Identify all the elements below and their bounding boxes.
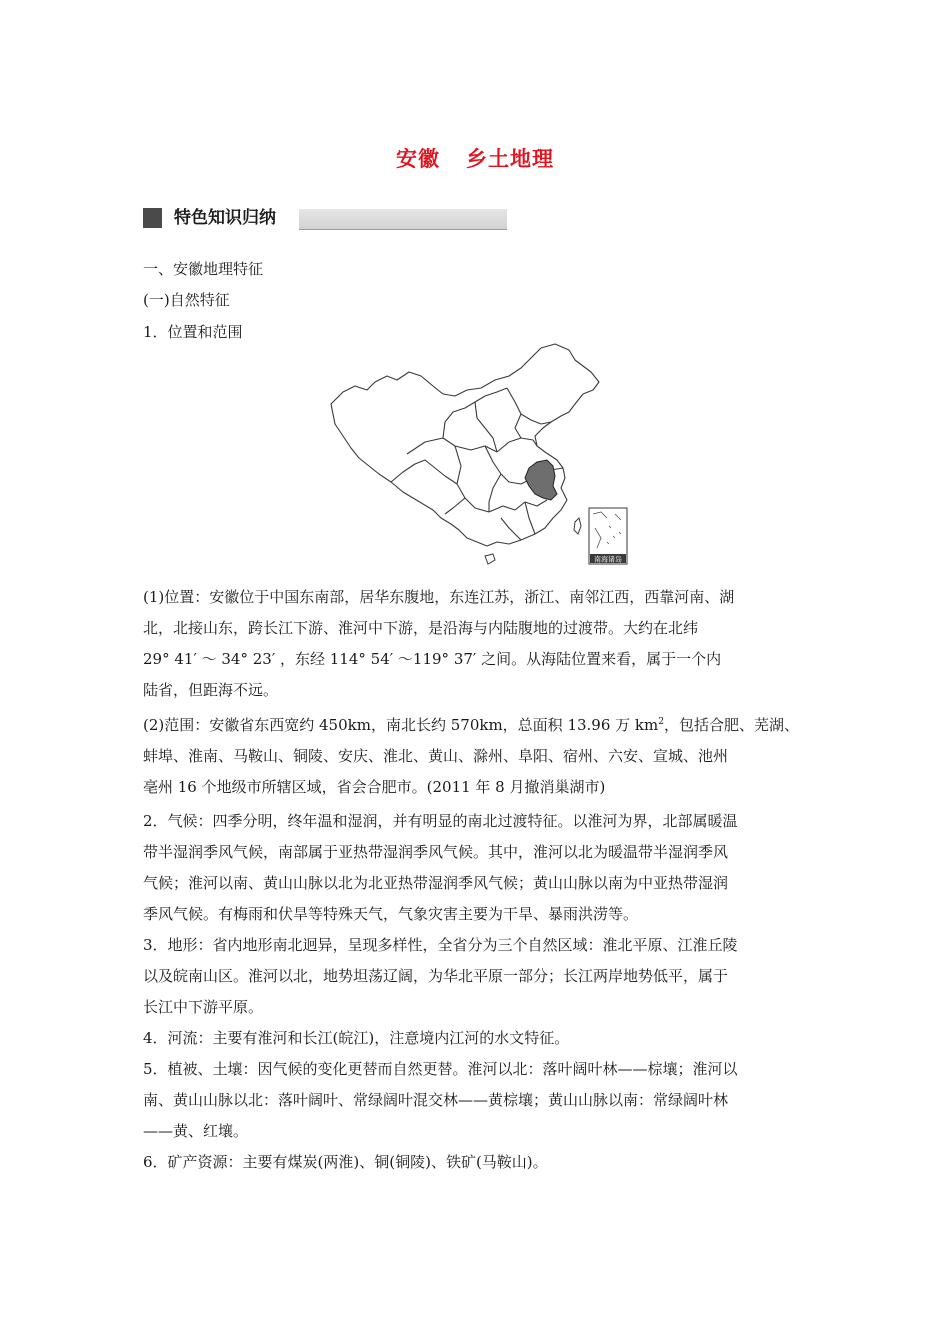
text-line: 气候；淮河以南、黄山山脉以北为北亚热带湿润季风气候；黄山山脉以南为中亚热带湿润 — [143, 874, 729, 892]
south-china-sea-inset — [589, 508, 627, 564]
text-line: 以及皖南山区。淮河以北，地势坦荡辽阔，为华北平原一部分；长江两岸地势低平，属于 — [143, 967, 729, 985]
text-line: (1)位置：安徽位于中国东南部，居华东腹地，东连江苏，浙江、南邻江西，西靠河南、湖 — [143, 588, 735, 606]
text-line: 季风气候。有梅雨和伏旱等特殊天气，气象灾害主要为干旱、暴雨洪涝等。 — [143, 905, 639, 923]
range-paragraph — [143, 710, 815, 803]
heading-level-1: 一、安徽地理特征 — [143, 260, 264, 278]
text-line: 陆省，但距海不远。 — [143, 681, 279, 699]
hainan-island — [485, 554, 495, 564]
text-line: 2．气候：四季分明，终年温和湿润，并有明显的南北过渡特征。以淮河为界，北部属暖温 — [143, 812, 738, 830]
text-line: 3．地形：省内地形南北迥异，呈现多样性，全省分为三个自然区域：淮北平原、江淮丘陵 — [143, 936, 738, 954]
section-label: 特色知识归纳 — [174, 208, 276, 228]
title-part-subject: 乡土地理 — [466, 147, 554, 171]
text-span: ，包括合肥、芜湖、 — [663, 716, 799, 734]
section-heading-bar — [299, 209, 507, 230]
inset-label: 南海诸岛 — [594, 555, 622, 564]
title-part-province: 安徽 — [396, 147, 440, 171]
page-title — [0, 143, 950, 173]
text-line: 南、黄山山脉以北：落叶阔叶、常绿阔叶混交林——黄棕壤；黄山山脉以南：常绿阔叶林 — [143, 1091, 729, 1109]
section-marker-icon — [143, 208, 162, 228]
position-paragraph — [143, 582, 815, 706]
text-line: 5．植被、土壤：因气候的变化更替而自然更替。淮河以北：落叶阔叶林——棕壤；淮河以 — [143, 1060, 738, 1078]
taiwan-island — [574, 518, 581, 534]
text-line: 北，北接山东，跨长江下游、淮河中下游，是沿海与内陆腹地的过渡带。大约在北纬 — [143, 619, 699, 637]
china-map-figure — [325, 342, 631, 570]
text-line: 4．河流：主要有淮河和长江(皖江)，注意境内江河的水文特征。 — [143, 1029, 570, 1047]
text-line — [143, 710, 815, 741]
china-outline — [331, 344, 599, 546]
text-line: 长江中下游平原。 — [143, 998, 264, 1016]
text-line: 6．矿产资源：主要有煤炭(两淮)、铜(铜陵)、铁矿(马鞍山)。 — [143, 1153, 548, 1171]
text-line: 蚌埠、淮南、马鞍山、铜陵、安庆、淮北、黄山、滁州、阜阳、宿州、六安、宣城、池州 — [143, 747, 729, 765]
text-line: 亳州 16 个地级市所辖区域，省会合肥市。(2011 年 8 月撤消巢湖市) — [143, 778, 606, 796]
text-line: 29° 41′ ～ 34° 23′ ，东经 114° 54′ ～119° 37′ 之间。从海陆位置来看，属于一个内 — [143, 650, 722, 668]
text-line: 带半湿润季风气候，南部属于亚热带湿润季风气候。其中，淮河以北为暖温带半湿润季风 — [143, 843, 729, 861]
superscript: 2 — [658, 717, 664, 727]
text-span: (2)范围：安徽省东西宽约 450km，南北长约 570km，总面积 13.96 万 km — [143, 716, 659, 734]
body-paragraphs — [143, 806, 815, 1178]
section-heading — [143, 206, 513, 232]
anhui-province-highlight — [525, 460, 557, 500]
text-line: ——黄、红壤。 — [143, 1122, 249, 1140]
heading-level-2: (一)自然特征 — [143, 291, 230, 309]
heading-level-3: 1．位置和范围 — [143, 323, 243, 341]
